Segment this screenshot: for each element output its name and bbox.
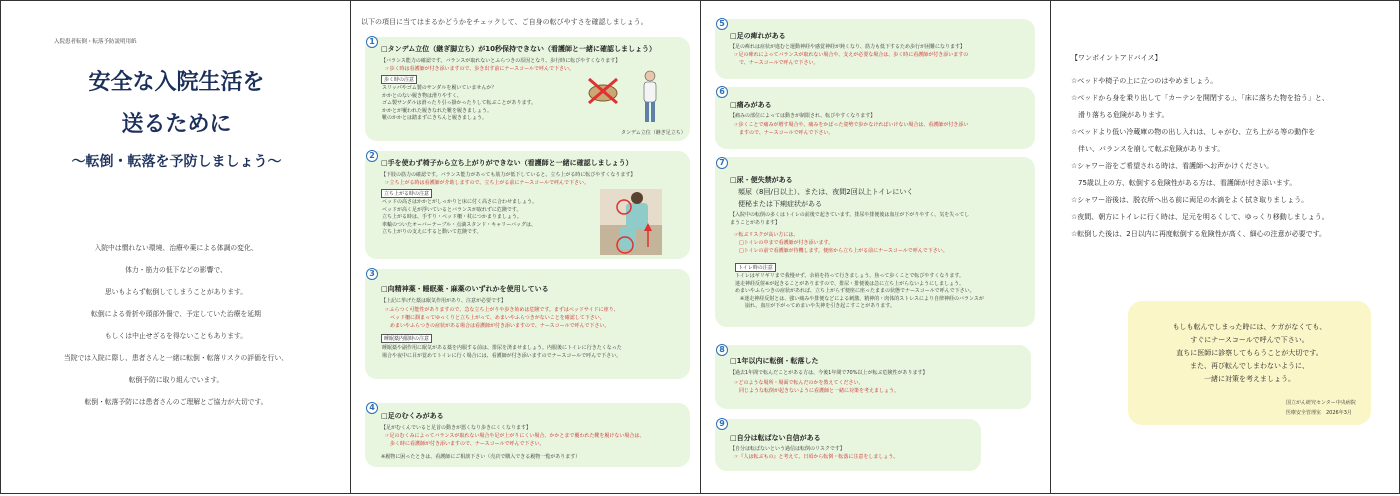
sub-line: まうことがあります】 [730,219,781,226]
body-line: 場合や夜中に目が覚めてトイレに行く場合には、看護師が付き添いますのでナースコールで呼んで下さい。 [382,352,622,359]
department-date: 医療安全管理室 2026年3月 [1286,410,1352,416]
item-1-title: □タンデム立位（継ぎ脚立ち）が10秒保持できない（看護師と一緒に確認しましょう） [381,45,657,53]
warn-line: 同じような転倒が起きないように看護師と一緒に対策を考えましょう。 [734,388,900,394]
warn-line: ベッド柵に掴まってゆっくりと立ち上がって、めまいやふらつきがないことを確認して下さい。 [385,315,605,321]
note-line: もしも転んでしまった時には、ケガがなくても、 [1172,323,1327,331]
item-3-warn [385,306,619,330]
body-line: かかとのない履き物は滑りやすく、 [382,92,462,99]
item-5-title: □足の痺れがある [730,32,786,40]
item-7-sub [730,212,969,227]
advice-item: ☆ベッドより低い冷蔵庫の物の出し入れは、しゃがむ、立ち上がる等の動作を [1071,128,1316,136]
cover-panel [0,0,351,494]
item-9-sub: 【自分は転ばないという過信は転倒のリスクです】 [730,446,845,452]
warn-line: □トイレの前で看護師が待機します。便座から立ち上がる前にナースコールで呼んで下さい。 [734,248,948,254]
warn-line: ☞足の痺れによってバランスが取れない場合や、支えが必要な場合は、歩く時に看護師が付き添いますの [734,52,969,58]
item-2-lines [382,199,537,237]
body-line: ※迷走神経反射とは、強い痛みや排便などによる刺激、精神的・肉体的ストレスにより自律神経のバランスが [735,295,984,302]
body-line: 立ち上がりの支えにすると動いて危険です。 [382,229,482,235]
item-7-title-2: 頻尿（8回/日以上）、または、夜間2回以上トイレにいく [738,188,914,196]
item-number-9: 9 [716,418,728,430]
emergency-note-text [1128,321,1371,386]
checklist-panel-2 [700,0,1051,494]
intro-line: 入院中は慣れない環境、治療や薬による体調の変化、 [94,244,258,252]
item-6-warn [734,121,968,137]
item-number-7: 7 [716,157,728,169]
advice-item: ☆夜間、朝方にトイレに行く時は、足元を明るくして、ゆっくり移動しましょう。 [1071,213,1329,221]
item-3-lines [382,345,622,360]
intro-line: もしくは中止せざるを得ないこともあります。 [104,332,248,340]
intro-line: 転倒予防に取り組んでいます。 [128,376,224,384]
advice-heading: 【ワンポイントアドバイス】 [1071,54,1162,62]
item-2-title: □手を使わず椅子から立ち上がりができない（看護師と一緒に確認しましょう） [381,159,633,167]
body-line: 睡眠薬や副作用に眠気がある薬を内服する前は、排尿を済ませましょう。内服後にトイレに行きたくなった [382,345,622,351]
item-number-2: 2 [366,150,378,162]
warn-line: ☞足のむくみによってバランスが取れない場合や足が上がりにくい場合、かかとまで覆われた靴を履けない場合は、 [385,433,645,439]
intro-line: 当院では入院に際し、患者さんと一緒に転倒・転落リスクの評価を行い、 [63,354,289,362]
form-label: 入院患者転倒・転落予防説明用紙 [54,39,137,45]
item-5-warn [734,51,968,67]
item-3-title: □向精神薬・睡眠薬・麻薬のいずれかを使用している [381,285,549,293]
body-line: 車輪のついたオーバーテーブル・点滴スタンド・キャリーバッグは、 [382,221,537,228]
advice-item: 75歳以上の方、転倒する危険性がある方は、看護師が付き添います。 [1071,179,1297,187]
item-6-sub: 【痛みの部位によっては動きが制限され、転びやすくなります】 [730,113,876,119]
advice-item: ☆転倒した後は、2日以内に再度転倒する危険性が高く、細心の注意が必要です。 [1071,230,1327,238]
sub-line: 【入院中の転倒の多くはトイレの前後で起きています。排尿や排便後は血圧が下がりやすく、気を失ってし [730,212,970,218]
hospital-name: 国立がん研究センター中央病院 [1286,400,1356,406]
intro-line: 転倒・転落予防には患者さんのご理解とご協力が大切です。 [84,398,268,406]
body-line: 靴のかかとは踏まずにきちんと履きましょう。 [382,115,488,121]
item-4-title: □足のむくみがある [381,412,444,420]
item-9-warn: ☞『人は転ぶもの』と考えて、日頃から転倒・転落に注意をしましょう。 [734,454,899,460]
warn-line: ますので、ナースコールで呼んで下さい。 [734,130,834,136]
warn-line: で、ナースコールで呼んで下さい。 [734,60,819,66]
intro-line: 転倒による骨折や頭部外傷で、予定していた治療を延期 [91,310,261,318]
item-number-8: 8 [716,344,728,356]
advice-item: 伴い、バランスを崩して転ぶ危険があります。 [1071,145,1225,153]
body-line: ベッドが高く足が浮いているとバランスが取れずに危険です。 [382,206,522,213]
item-4-sub: 【足がむくんでいると足首の動きが悪くなり歩きにくくなります】 [381,425,532,431]
item-7-lines [735,273,984,311]
item-number-3: 3 [366,268,378,280]
item-2-sub: 【下肢の筋力の確認です。バランス能力があっても筋力が低下していると、立ち上がる時に転びやすくなります】 [381,172,636,178]
body-line: トイレはギリギリまで我慢せず、余裕を持って行きましょう。焦って歩くことで転びやすくなります。 [735,273,964,279]
note-line: また、再び転んでしまわないように、 [1190,362,1309,370]
note-line: すぐにナースコールで呼んで下さい。 [1190,336,1309,344]
warn-line: 歩く時に看護師が付き添いますので、ナースコールで呼んで下さい。 [385,441,545,447]
body-line: めまいやふらつきの症状があれば、立ち上がらず便座に座ったままの状態でナースコールで呼んで下さい。 [735,288,975,294]
advice-panel [1050,0,1400,494]
intro-line: 思いもよらず転倒してしまうことがあります。 [104,288,248,296]
warn-line: ☞ふらつく可能性がありますので、急な立ち上がりや歩き始めは危険です。まずはベッドサイドに座り、 [385,307,619,313]
item-2-label: 立ち上がる時の注意 [381,189,432,198]
standing-person-icon [635,69,665,127]
item-8-box [715,345,1031,409]
item-1-warn: ☞歩く時は看護師が付き添いますので、歩き出す前にナースコールで呼んで下さい。 [385,66,575,72]
item-8-warn [734,379,899,395]
illustration-caption: タンデム立位（継ぎ足立ち） [621,130,686,136]
item-2-warn: ☞立ち上がる時は看護師が介助しますので、立ち上がる前にナースコールで呼んで下さい。 [385,180,590,186]
checklist-header: 以下の項目に当てはまるかどうかをチェックして、ご自身の転びやすさを確認しましょう。 [361,18,648,26]
body-line: 崩れ、血圧が下がってめまいや失神を引き起こすことがあります。 [735,303,895,309]
item-number-5: 5 [716,18,728,30]
intro-text [21,237,331,413]
checklist-panel-1 [350,0,701,494]
note-line: 一緒に対策を考えましょう。 [1204,375,1295,383]
body-line: ベッドの高さはかかとがしっかりと床に付く高さに合わせましょう。 [382,199,538,205]
advice-item: ☆ベッドから身を乗り出して「カーテンを開閉する」、「床に落ちた物を拾う」と、 [1071,94,1329,102]
subtitle: ～転倒・転落を予防しましょう～ [71,154,282,170]
item-3-sub: 【上記に挙げた薬は眠気作用があり、注意が必要です】 [381,298,507,304]
advice-item: 滑り落ちる危険があります。 [1071,111,1169,119]
warn-line: □トイレの中まで看護師が付き添います。 [734,240,834,246]
advice-item: ☆シャワー浴をご希望される時は、看護師へお声かけください。 [1071,162,1274,170]
body-line: 迷走神経反射※が起きることがありますので、排尿・排便後は急に立ち上がらないようにしましょう。 [735,280,965,287]
slipper-no-icon [583,73,623,109]
item-6-title: □痛みがある [730,101,772,109]
item-4-warn [385,432,644,448]
item-5-sub: 【足の痺れは症状が進むと運動神経や感覚神経が鈍くなり、筋力も低下するため歩行が困難になります】 [730,44,966,50]
item-number-1: 1 [366,36,378,48]
item-1-label: 歩く時の注意 [381,75,417,84]
item-4-note: ※履物に困ったときは、看護師にご相談下さい（売店で購入できる履物一覧があります） [381,454,581,460]
item-1-sub: 【バランス能力の確認です。バランスが取れないとふらつきの原因となり、歩行時に転びやすくなります】 [381,58,621,64]
body-line: ゴム製サンダルは滑ったり引っ掛かったりして転ぶことがあります。 [382,100,537,106]
emergency-note-box [1128,301,1371,425]
warn-line: ☞転ぶリスクが高い方には、 [734,232,799,238]
warn-line: ☞どのような場所・場面で転んだのかを教えてください。 [734,380,864,386]
body-line: 立ち上がる時は、手すり・ベッド柵・杖につかまりましょう。 [382,214,522,220]
item-7-label: トイレ時の注意 [735,263,776,272]
title-line-1: 安全な入院生活を [88,70,265,95]
item-7-title-3: 便秘または下痢症状がある [738,200,822,208]
item-number-4: 4 [366,402,378,414]
item-8-title: □1年以内に転倒・転落した [730,357,819,365]
warn-line: めまいやふらつきの症状がある場合は看護師が付き添いますので、ナースコールで呼んで下さい。 [385,323,610,329]
body-line: スリッパやゴム製のサンダルを履いていませんか？ [382,85,497,91]
item-1-lines [382,85,536,123]
advice-item: ☆ベッドや椅子の上に立つのはやめましょう。 [1071,77,1218,85]
item-7-warn [734,231,948,255]
item-9-title: □自分は転ばない自信がある [730,434,821,442]
sitting-person-photo [600,189,662,255]
item-number-6: 6 [716,86,728,98]
body-line: かかとが覆われた履きなれた靴を履きましょう。 [382,107,493,114]
warn-line: ☞歩くことで痛みが増す場合や、痛みをかばった姿勢で歩かなければいけない場合は、看護師が付き添い [734,122,969,128]
advice-list [1071,73,1391,243]
item-7-title: □尿・便失禁がある [730,176,793,184]
intro-line: 体力・筋力の低下などの影響で、 [125,266,227,274]
note-line: 直ちに医師に診察してもらうことが大切です。 [1176,349,1323,357]
item-8-sub: 【過去1年間で転んだことがある方は、今後1年間で70%以上が転ぶ危険性があります】 [730,370,928,376]
advice-item: ☆シャワー浴後は、脱衣所へ出る前に両足の水滴をよく拭き取りましょう。 [1071,196,1309,204]
title-line-2: 送るために [121,112,232,137]
item-3-label: 睡眠薬内服時の注意 [381,334,432,343]
